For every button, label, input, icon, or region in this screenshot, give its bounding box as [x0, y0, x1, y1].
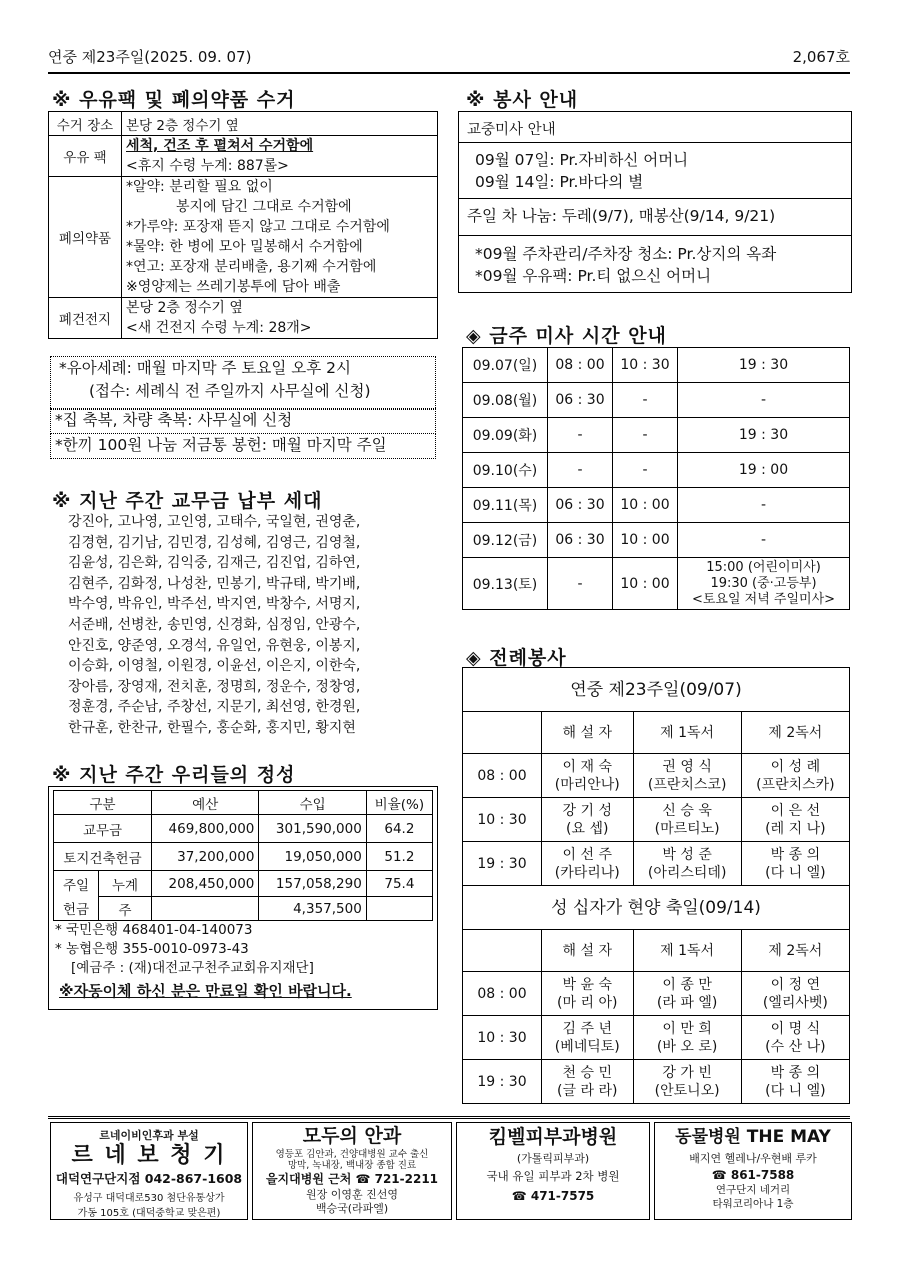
cum-budget: 208,450,000: [152, 871, 259, 897]
blessing-notice: [50, 408, 436, 434]
col-header: 비율(%): [366, 791, 432, 815]
mass-time: 10 : 00: [613, 523, 678, 558]
ad-line: 백승국(라파엘): [315, 1202, 389, 1215]
budget-value: 37,200,000: [152, 843, 259, 871]
mass-table: [462, 347, 850, 610]
sat-line: 15:00 (어린이미사): [706, 559, 821, 575]
dues-line: 강진아, 고나영, 고인영, 고태수, 국일현, 권영춘,: [68, 514, 361, 530]
income-value: 19,050,000: [259, 843, 366, 871]
saint-name: (프란치스코): [647, 776, 727, 793]
role-header: 제 1독서: [633, 712, 741, 754]
place-label: 수거 장소: [49, 112, 122, 136]
ad-line: 배지연 헬레나/우현배 루카: [689, 1152, 817, 1165]
battery-label: 폐건전지: [49, 298, 122, 339]
dues-line: 김경현, 김기남, 김민경, 김성혜, 김영근, 김영철,: [68, 534, 361, 551]
cum-ratio: 75.4: [366, 871, 432, 897]
mass-time: -: [613, 418, 678, 453]
mass-time: 10 : 00: [613, 558, 678, 610]
auto-transfer-note: ※자동이체 하신 분은 만료일 확인 바랍니다.: [59, 982, 352, 1000]
service-line: *09월 주차관리/주차장 청소: Pr.상지의 옥좌: [475, 245, 777, 263]
ad-line: 망막, 녹내장, 백내장 종합 진료: [287, 1160, 417, 1171]
mass-title: ◈ 금주 미사 시간 안내: [466, 325, 667, 347]
mass-time: -: [548, 453, 613, 488]
person-name: 이 선 주: [562, 846, 612, 863]
milk-line2: <휴지 수령 누계: 887롤>: [126, 158, 289, 174]
saint-name: (바 오 로): [656, 1038, 718, 1055]
mass-date: 09.13(토): [463, 558, 548, 610]
recycle-table: [48, 111, 438, 339]
row-label: 교무금: [54, 815, 152, 843]
col-header: 예산: [152, 791, 259, 815]
mass-time: -: [678, 383, 850, 418]
mass-time: -: [678, 488, 850, 523]
sunday-label: 헌금: [54, 897, 99, 921]
saint-name: (안토니오): [654, 1082, 720, 1099]
person-name: 박 종 의: [770, 1064, 821, 1081]
mass-date: 09.11(목): [463, 488, 548, 523]
med-line: *알약: 분리할 필요 없이: [126, 179, 273, 195]
cum-income: 157,058,290: [259, 871, 366, 897]
person-name: 이 만 희: [662, 1020, 712, 1037]
ad-line: 연구단지 네거리: [715, 1184, 791, 1196]
offering-title: ※ 지난 주간 우리들의 정성: [52, 764, 296, 786]
mass-time: 10 : 30: [613, 348, 678, 383]
sat-line: <토요일 저녁 주일미사>: [691, 591, 836, 607]
bank-info: [55, 921, 314, 978]
ad-name: 동물병원 THE MAY: [675, 1127, 831, 1147]
ad-skin-clinic[interactable]: [456, 1122, 650, 1220]
ad-phone: ☎ 471-7575: [511, 1189, 595, 1203]
liturgy-table: [462, 667, 850, 1104]
saint-name: (베네딕토): [554, 1038, 620, 1055]
row-label: 토지건축헌금: [54, 843, 152, 871]
mass-time: -: [613, 453, 678, 488]
lit-time: 08 : 00: [463, 754, 542, 798]
ratio-value: 51.2: [366, 843, 432, 871]
ad-eye-clinic[interactable]: [252, 1122, 452, 1220]
issue-number: 2,067호: [792, 48, 850, 66]
car-share: 주일 차 나눔: 두레(9/7), 매봉산(9/14, 9/21): [467, 207, 776, 225]
baptism-notice: [50, 356, 436, 410]
mass-time: 19 : 00: [678, 453, 850, 488]
ad-name: 킴벨피부과병원: [488, 1126, 618, 1148]
person-name: 신 승 욱: [662, 802, 712, 819]
person-name: 박 성 준: [662, 846, 712, 863]
service-line: 09월 14일: Pr.바다의 별: [475, 173, 644, 191]
med-line: *가루약: 포장재 뜯지 않고 그대로 수거함에: [126, 219, 390, 235]
battery-line2: <새 건전지 수령 누계: 28개>: [126, 320, 312, 336]
ad-phone: ☎ 861-7588: [711, 1168, 795, 1182]
person-name: 이 재 숙: [562, 758, 612, 775]
person-name: 권 영 식: [662, 758, 712, 775]
med-line: 봉지에 담긴 그대로 수거함에: [176, 199, 352, 215]
bank-line: * 농협은행 355-0010-0973-43: [55, 941, 249, 957]
person-name: 이 성 례: [770, 758, 821, 775]
dues-line: 김현주, 김화정, 나성찬, 민봉기, 박규태, 박기배,: [68, 575, 361, 592]
ad-line: 르네이비인후과 부설: [99, 1129, 199, 1142]
mass-date: 09.08(월): [463, 383, 548, 418]
saint-name: (엘리사벳): [762, 994, 828, 1011]
ad-line: 타워코리아나 1층: [712, 1198, 794, 1210]
mass-time: -: [678, 523, 850, 558]
mass-time: 19 : 30: [678, 418, 850, 453]
ad-line: 영등포 김안과, 건양대병원 교수 출신: [275, 1149, 429, 1160]
saint-name: (라 파 엘): [656, 994, 718, 1011]
coin-notice: [50, 433, 436, 459]
dues-line: 박수영, 박유인, 박주선, 박지연, 박창수, 서명지,: [68, 596, 361, 613]
liturgy-title: ◈ 전례봉사: [466, 647, 567, 669]
page-header: [48, 44, 850, 74]
saint-name: (수 산 나): [765, 1038, 826, 1055]
dues-title: ※ 지난 주간 교무금 납부 세대: [52, 490, 323, 512]
service-sub: 교중미사 안내: [467, 122, 556, 138]
mass-time: -: [613, 383, 678, 418]
ad-name: 모두의 안과: [302, 1125, 402, 1147]
dues-line: 김윤성, 김은화, 김익중, 김재근, 김진업, 김하연,: [68, 555, 361, 572]
sat-line: 19:30 (중·고등부): [710, 575, 817, 591]
service-title: ※ 봉사 안내: [466, 89, 579, 111]
mass-date: 09.12(금): [463, 523, 548, 558]
lit-time: 19 : 30: [463, 1060, 542, 1104]
service-box: [458, 111, 852, 293]
lit-time: 08 : 00: [463, 972, 542, 1016]
saint-name: (카타리나): [554, 864, 620, 881]
lit-time: 10 : 30: [463, 798, 542, 842]
notice-line: *유아세례: 매월 마지막 주 토요일 오후 2시: [59, 359, 351, 377]
dues-list: [68, 512, 360, 739]
mass-time: 19 : 30: [678, 348, 850, 383]
mass-date: 09.10(수): [463, 453, 548, 488]
offering-table: [53, 790, 433, 921]
dues-line: 이승화, 이영철, 이원경, 이윤선, 이은지, 이한숙,: [68, 658, 361, 675]
ad-line: 유성구 대덕대로530 첨단유통상가: [73, 1193, 225, 1204]
budget-value: 469,800,000: [152, 815, 259, 843]
income-value: 301,590,000: [259, 815, 366, 843]
issue-date: 연중 제23주일(2025. 09. 07): [48, 48, 252, 66]
recycle-title: ※ 우유팩 및 폐의약품 수거: [52, 89, 296, 111]
saint-name: (프란치스카): [756, 776, 835, 793]
mass-time: 08 : 00: [548, 348, 613, 383]
person-name: 김 주 년: [562, 1020, 612, 1037]
notice-line: (접수: 세례식 전 주일까지 사무실에 신청): [89, 382, 371, 400]
role-header: 제 1독서: [633, 930, 741, 972]
dues-line: 안진호, 양준영, 오경석, 유일언, 유현웅, 이봉지,: [68, 637, 361, 654]
col-header: 구분: [54, 791, 152, 815]
role-header: 제 2독서: [741, 712, 849, 754]
saint-name: (다 니 엘): [765, 864, 826, 881]
ad-line: (가톨릭피부과): [516, 1152, 590, 1165]
lit-time: 19 : 30: [463, 842, 542, 886]
place-value: 본당 2층 정수기 옆: [122, 112, 438, 136]
saint-name: (마 리 아): [557, 994, 618, 1011]
mass-time: -: [548, 558, 613, 610]
bank-line: * 국민은행 468401-04-140073: [55, 922, 253, 938]
person-name: 이 은 선: [770, 802, 821, 819]
notice-line: *한끼 100원 나눔 저금통 봉헌: 매월 마지막 주일: [55, 436, 387, 454]
notice-line: *집 축복, 차량 축복: 사무실에 신청: [55, 411, 293, 429]
mass-date: 09.07(일): [463, 348, 548, 383]
person-name: 이 종 만: [662, 976, 712, 993]
dues-line: 서준배, 선병찬, 송민영, 신경화, 심정임, 안광수,: [68, 616, 361, 633]
person-name: 이 명 식: [770, 1020, 821, 1037]
role-header: 해 설 자: [542, 712, 634, 754]
saint-name: (마리안나): [554, 776, 620, 793]
milk-label: 우유 팩: [49, 136, 122, 177]
sunday2-title: 성 십자가 현양 축일(09/14): [463, 886, 850, 930]
person-name: 박 윤 숙: [562, 976, 612, 993]
mass-time: 10 : 00: [613, 488, 678, 523]
dues-line: 정훈경, 주순남, 주창선, 지문기, 최선영, 한경원,: [68, 699, 361, 716]
saint-name: (아리스티데): [647, 864, 727, 881]
ad-animal-hospital[interactable]: [654, 1122, 852, 1220]
person-name: 강 가 빈: [662, 1064, 712, 1081]
account-holder: [예금주 : (재)대전교구천주교회유지재단]: [71, 960, 314, 976]
ad-line: 원장 이영훈 진선영: [305, 1188, 398, 1201]
mass-date: 09.09(화): [463, 418, 548, 453]
ad-phone: 을지대병원 근처 ☎ 721-2211: [265, 1172, 439, 1186]
mass-time: -: [548, 418, 613, 453]
role-header: 해 설 자: [542, 930, 634, 972]
med-line: *물약: 한 병에 모아 밀봉해서 수거함에: [126, 239, 363, 255]
med-label: 폐의약품: [49, 177, 122, 298]
lit-time: 10 : 30: [463, 1016, 542, 1060]
ad-line: 가동 105호 (대덕중학교 맞은편): [77, 1208, 221, 1219]
saint-name: (글 라 라): [557, 1082, 618, 1099]
cum-label: 누계: [99, 871, 152, 897]
mass-time: 06 : 30: [548, 383, 613, 418]
ad-line: 국내 유일 피부과 2차 병원: [486, 1169, 620, 1183]
dues-line: 장아름, 장영재, 전치훈, 정명희, 정운수, 정창영,: [68, 678, 361, 695]
milk-line1: 세척, 건조 후 펼쳐서 수거함에: [126, 138, 314, 154]
dues-line: 한규훈, 한찬규, 한필수, 홍순화, 홍지민, 황지현: [68, 719, 356, 736]
week-income: 4,357,500: [259, 897, 366, 921]
service-line: 09월 07일: Pr.자비하신 어머니: [475, 151, 689, 169]
role-header: 제 2독서: [741, 930, 849, 972]
offering-box: [48, 786, 438, 1010]
ad-name: 르 네 보 청 기: [71, 1143, 227, 1168]
week-label: 주: [99, 897, 152, 921]
mass-time: 06 : 30: [548, 523, 613, 558]
service-line: *09월 우유팩: Pr.티 없으신 어머니: [475, 267, 712, 285]
med-line: *연고: 포장재 분리배출, 용기째 수거함에: [126, 259, 377, 275]
ad-hearing-aid[interactable]: [50, 1122, 248, 1220]
person-name: 이 정 연: [770, 976, 821, 993]
saint-name: (레 지 나): [765, 820, 826, 837]
person-name: 박 종 의: [770, 846, 821, 863]
ad-phone: 대덕연구단지점 042-867-1608: [55, 1171, 243, 1186]
sunday1-title: 연중 제23주일(09/07): [463, 668, 850, 712]
med-line: ※영양제는 쓰레기봉투에 담아 배출: [126, 279, 341, 295]
person-name: 천 승 민: [562, 1064, 612, 1081]
mass-time: 06 : 30: [548, 488, 613, 523]
saint-name: (다 니 엘): [765, 1082, 826, 1099]
battery-line1: 본당 2층 정수기 옆: [126, 300, 243, 316]
ratio-value: 64.2: [366, 815, 432, 843]
sunday-label: 주일: [54, 871, 99, 897]
person-name: 강 기 성: [562, 802, 612, 819]
saint-name: (마르티노): [654, 820, 720, 837]
col-header: 수입: [259, 791, 366, 815]
saint-name: (요 셉): [566, 820, 609, 837]
